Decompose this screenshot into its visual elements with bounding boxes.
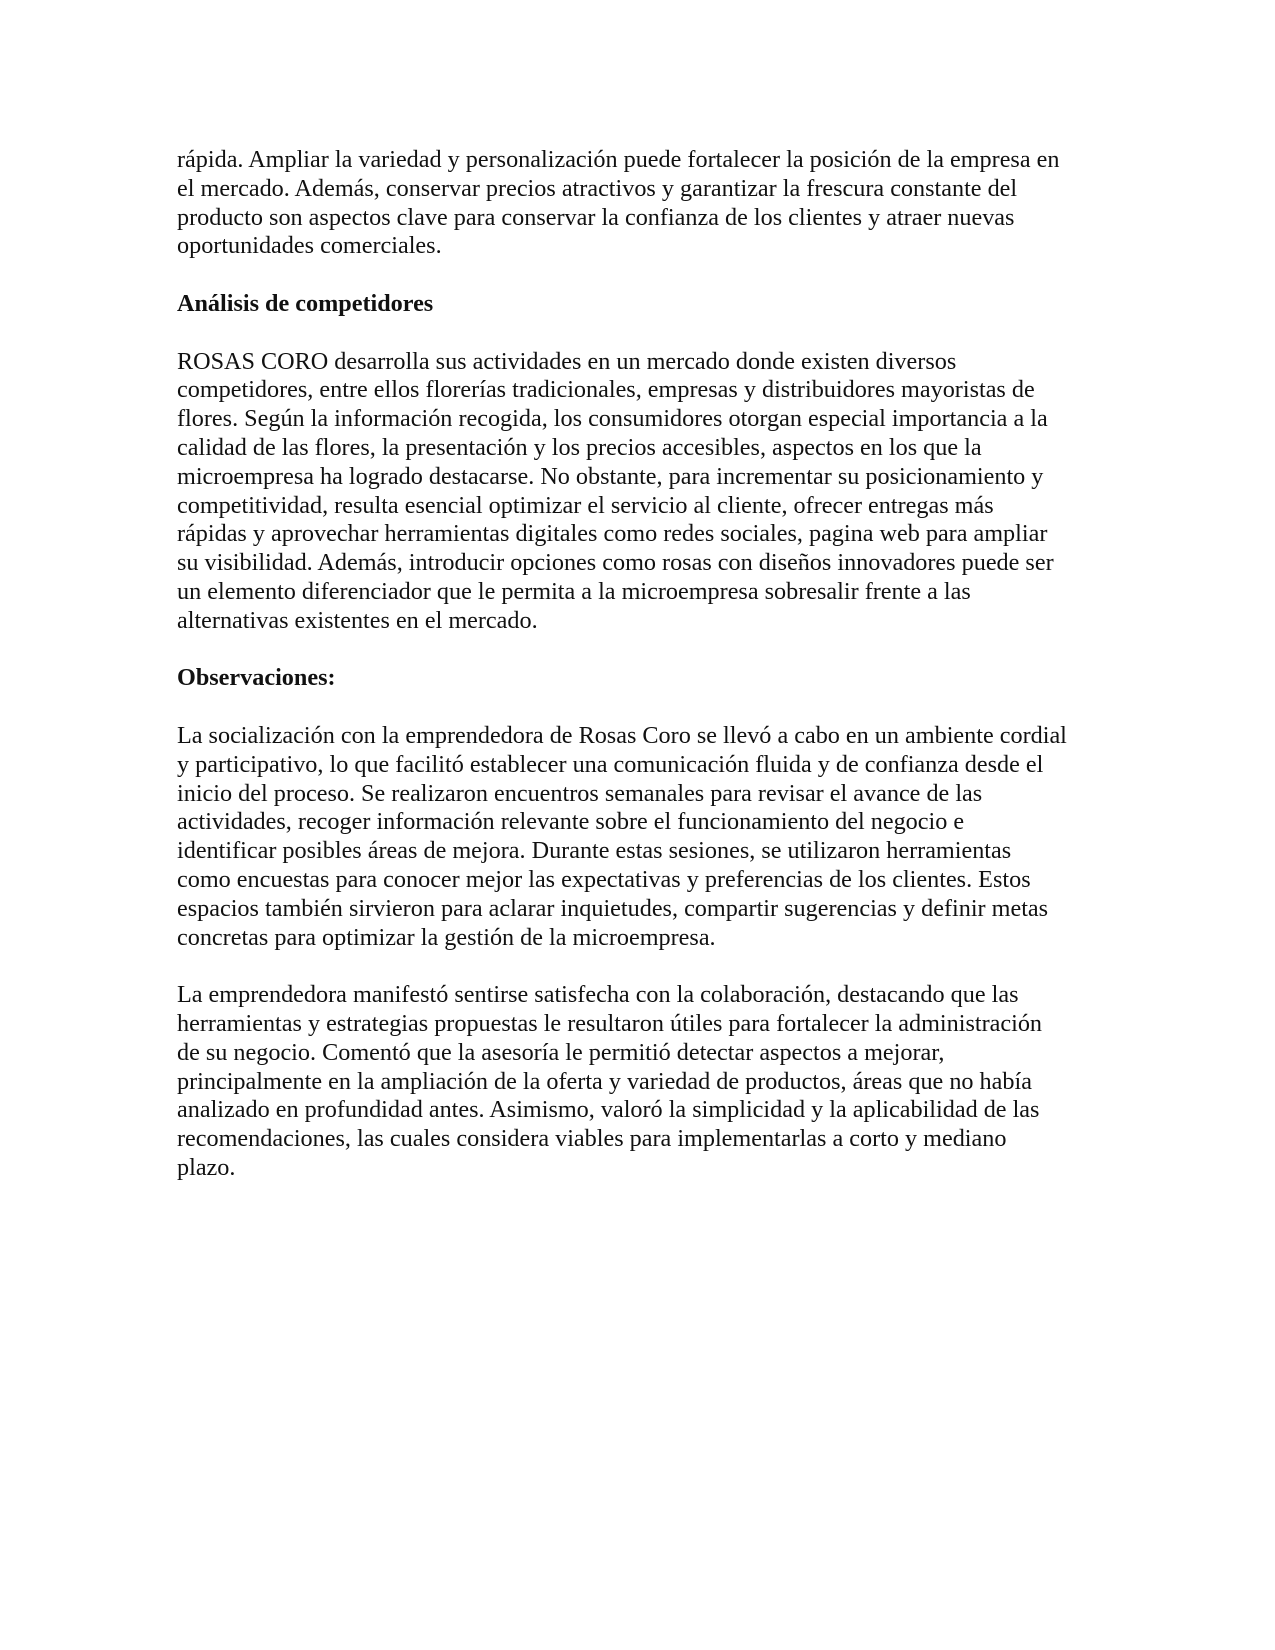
text-line: flores. Según la información recogida, los consumidores otorgan especial importancia a la <box>177 405 1048 433</box>
text-line: competitividad, resulta esencial optimizar el servicio al cliente, ofrecer entregas más <box>177 491 994 519</box>
text-line: espacios también sirvieron para aclarar inquietudes, compartir sugerencias y definir metas <box>177 894 1049 922</box>
competitors-paragraph <box>177 348 1107 636</box>
text-line: oportunidades comerciales. <box>177 232 442 260</box>
text-line: rápidas y aprovechar herramientas digitales como redes sociales, pagina web para ampliar <box>177 520 1048 548</box>
text-line: concretas para optimizar la gestión de la microempresa. <box>177 923 716 951</box>
observations-paragraph-2 <box>177 981 1107 1183</box>
text-line: ROSAS CORO desarrolla sus actividades en un mercado donde existen diversos <box>177 347 957 375</box>
page-content <box>177 146 1107 1211</box>
intro-paragraph <box>177 146 1107 261</box>
text-line: alternativas existentes en el mercado. <box>177 606 538 634</box>
observations-heading: Observaciones: <box>177 664 336 692</box>
text-line: competidores, entre ellos florerías tradicionales, empresas y distribuidores mayoristas de <box>177 376 1035 404</box>
text-line: el mercado. Además, conservar precios atractivos y garantizar la frescura constante del <box>177 174 1018 202</box>
text-line: plazo. <box>177 1153 236 1181</box>
text-line: producto son aspectos clave para conservar la confianza de los clientes y atraer nuevas <box>177 203 1015 231</box>
text-line: La socialización con la emprendedora de Rosas Coro se llevó a cabo en un ambiente cordial <box>177 721 1067 749</box>
text-line: inicio del proceso. Se realizaron encuentros semanales para revisar el avance de las <box>177 779 983 807</box>
text-line: La emprendedora manifestó sentirse satisfecha con la colaboración, destacando que las <box>177 981 1019 1009</box>
text-line: un elemento diferenciador que le permita a la microempresa sobresalir frente a las <box>177 577 971 605</box>
text-line: identificar posibles áreas de mejora. Durante estas sesiones, se utilizaron herramientas <box>177 837 1012 865</box>
text-line: calidad de las flores, la presentación y los precios accesibles, aspectos en los que la <box>177 433 982 461</box>
text-line: rápida. Ampliar la variedad y personalización puede fortalecer la posición de la empresa en <box>177 146 1060 173</box>
text-line: actividades, recoger información relevante sobre el funcionamiento del negocio e <box>177 808 965 836</box>
text-line: su visibilidad. Además, introducir opciones como rosas con diseños innovadores puede ser <box>177 549 1054 577</box>
text-line: principalmente en la ampliación de la oferta y variedad de productos, áreas que no había <box>177 1067 1032 1095</box>
observations-paragraph-1 <box>177 722 1107 952</box>
text-line: de su negocio. Comentó que la asesoría le permitió detectar aspectos a mejorar, <box>177 1038 945 1066</box>
competitors-heading: Análisis de competidores <box>177 289 434 317</box>
text-line: herramientas y estrategias propuestas le resultaron útiles para fortalecer la administración <box>177 1009 1043 1037</box>
text-line: como encuestas para conocer mejor las expectativas y preferencias de los clientes. Estos <box>177 865 1031 893</box>
text-line: recomendaciones, las cuales considera viables para implementarlas a corto y mediano <box>177 1125 1007 1153</box>
text-line: analizado en profundidad antes. Asimismo, valoró la simplicidad y la aplicabilidad de las <box>177 1096 1040 1124</box>
text-line: microempresa ha logrado destacarse. No obstante, para incrementar su posicionamiento y <box>177 462 1044 490</box>
text-line: y participativo, lo que facilitó establecer una comunicación fluida y de confianza desde el <box>177 750 1044 778</box>
